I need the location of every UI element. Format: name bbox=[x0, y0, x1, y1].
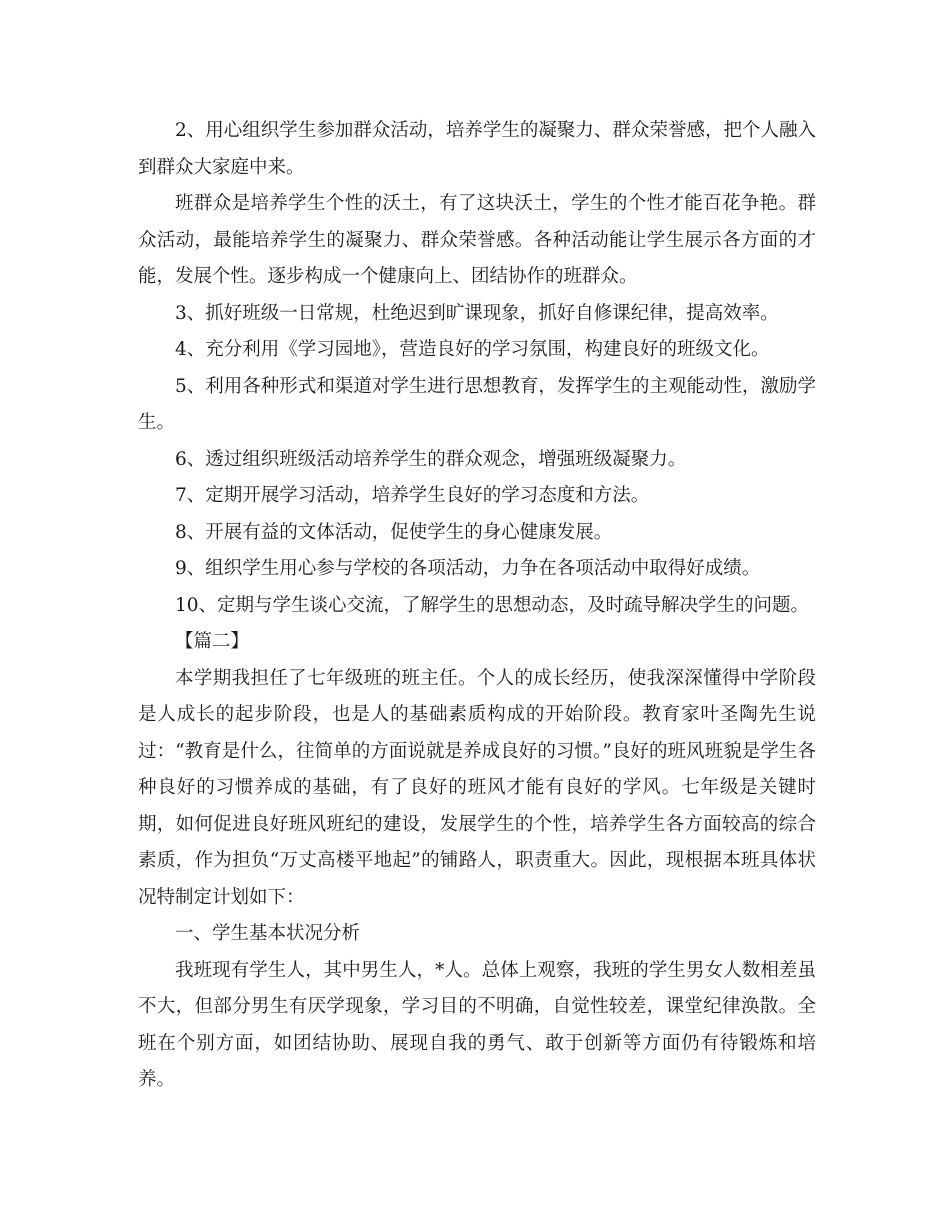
paragraph-item-5: 5、利用各种形式和渠道对学生进行思想教育，发挥学生的主观能动性，激励学生。 bbox=[138, 375, 816, 433]
paragraph-analysis: 我班现有学生人，其中男生人，*人。总体上观察，我班的学生男女人数相差虽不大，但部分男生有厌学现象，学习目的不明确，自觉性较差，课堂纪律涣散。全班在个别方面，如团结协助、展现自我的勇气、敢于创新等方面仍有待锻炼和培养。 bbox=[138, 959, 816, 1090]
paragraph-item-8: 8、开展有益的文体活动，促使学生的身心健康发展。 bbox=[175, 521, 613, 543]
paragraph-class-group: 班群众是培养学生个性的沃土，有了这块沃土，学生的个性才能百花争艳。群众活动，最能培养学生的凝聚力、群众荣誉感。各种活动能让学生展示各方面的才能，发展个性。逐步构成一个健康向上、团结协作的班群众。 bbox=[138, 193, 816, 287]
document-body bbox=[138, 113, 816, 1099]
paragraph-item-2: 2、用心组织学生参加群众活动，培养学生的凝聚力、群众荣誉感，把个人融入到群众大家庭中来。 bbox=[138, 120, 816, 178]
paragraph-intro: 本学期我担任了七年级班的班主任。个人的成长经历，使我深深懂得中学阶段是人成长的起步阶段，也是人的基础素质构成的开始阶段。教育家叶圣陶先生说过：“教育是什么，往简单的方面说就是养成良好的习惯。”良好的班风班貌是学生各种良好的习惯养成的基础，有了良好的班风才能有良好的学风。七年级是关键时期，如何促进良好班风班纪的建设，发展学生的个性，培养学生各方面较高的综合素质，作为担负“万丈高楼平地起”的铺路人，职责重大。因此，现根据本班具体状况特制定计划如下： bbox=[138, 667, 816, 908]
paragraph-item-9: 9、组织学生用心参与学校的各项活动，力争在各项活动中取得好成绩。 bbox=[175, 558, 761, 579]
paragraph-item-10: 10、定期与学生谈心交流，了解学生的思想动态，及时疏导解决学生的问题。 bbox=[175, 594, 810, 616]
paragraph-item-7: 7、定期开展学习活动，培养学生良好的学习态度和方法。 bbox=[175, 485, 650, 506]
section-heading-analysis: 一、学生基本状况分析 bbox=[175, 923, 361, 944]
section-title: 【篇二】 bbox=[175, 631, 250, 652]
paragraph-item-4: 4、充分利用《学习园地》，营造良好的学习氛围，构建良好的班级文化。 bbox=[175, 339, 770, 360]
paragraph-item-6: 6、透过组织班级活动培养学生的群众观念，增强班级凝聚力。 bbox=[175, 448, 687, 470]
paragraph-item-3: 3、抓好班级一日常规，杜绝迟到旷课现象，抓好自修课纪律，提高效率。 bbox=[175, 302, 779, 324]
